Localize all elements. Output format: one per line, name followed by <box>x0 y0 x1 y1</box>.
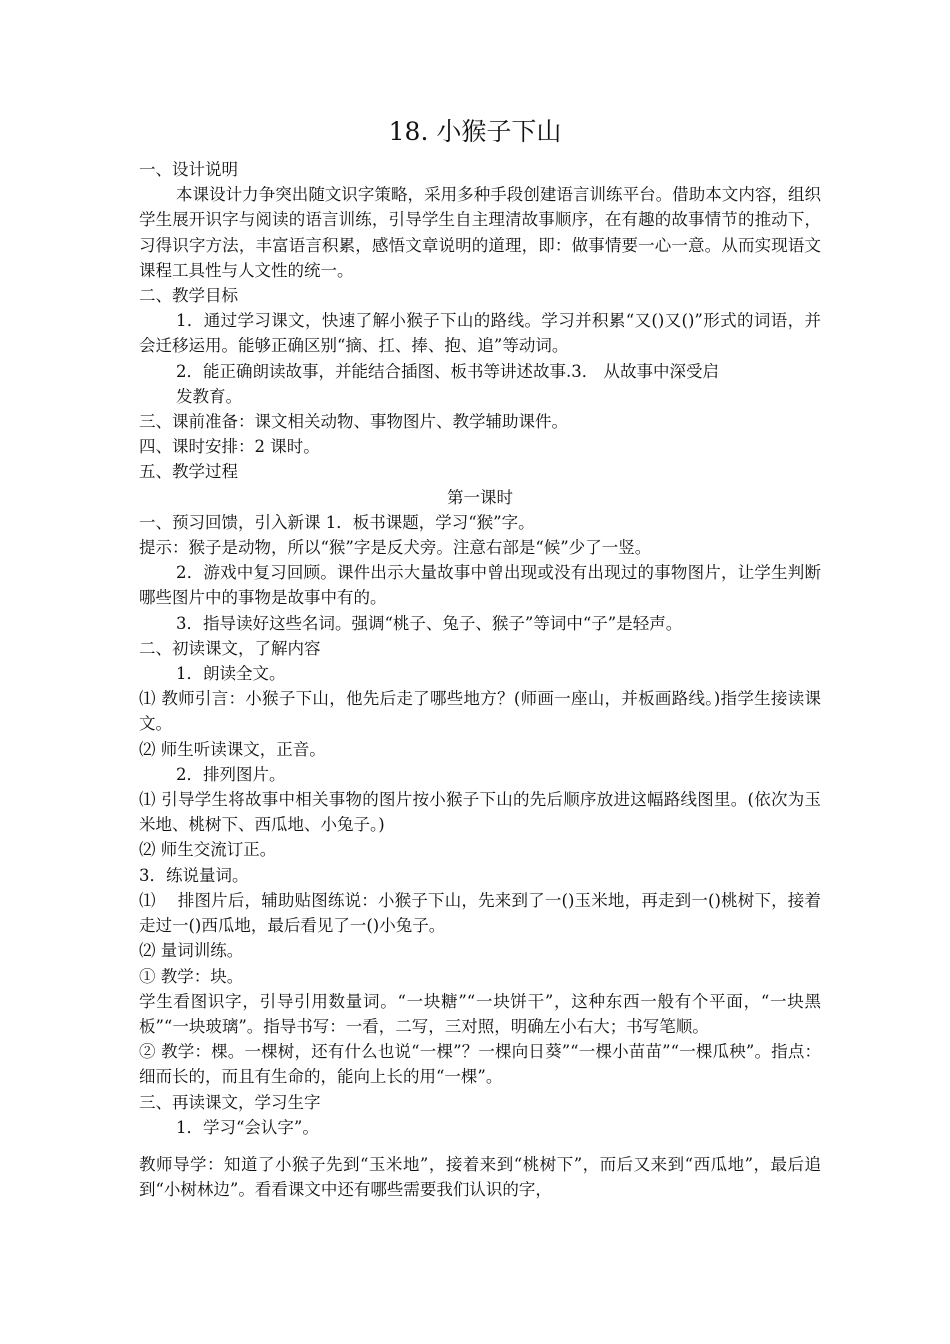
paragraph: 本课设计力争突出随文识字策略，采用多种手段创建语言训练平台。借助本文内容，组织学生展开识字与阅读的语言训练，引导学生自主理清故事顺序，在有趣的故事情节的推动下，习得识字方法，丰富语言积累，感悟文章说明的道理，即：做事情要一心一意。从而实现语文课程工具性与人文性的统一。 <box>139 185 821 280</box>
paragraph: ② 教学：棵。一棵树，还有什么也说“一棵”？一棵向日葵”“一棵小苗苗”“一棵瓜秧”。指点：细而长的，而且有生命的，能向上长的用“一棵”。 <box>139 1042 821 1087</box>
paragraph: 2．游戏中复习回顾。课件出示大量故事中曾出现或没有出现过的事物图片，让学生判断哪些图片中的事物是故事中有的。 <box>139 563 821 608</box>
paragraph: 教师导学：知道了小猴子先到“玉米地”，接着来到“桃树下”，而后又来到“西瓜地”，最后追到“小树林边”。看看课文中还有哪些需要我们认识的字， <box>139 1154 821 1200</box>
paragraph: ① 教学：块。 <box>139 966 244 986</box>
paragraph: ⑵ 师生听读课文，正音。 <box>139 739 326 759</box>
paragraph: 2．能正确朗读故事，并能结合插图、板书等讲述故事.3． 从故事中深受启 <box>176 361 719 381</box>
lesson-heading: 第一课时 <box>447 487 513 507</box>
section-heading: 五、教学过程 <box>139 462 238 482</box>
paragraph: ⑴ 引导学生将故事中相关事物的图片按小猴子下山的先后顺序放进这幅路线图里。(依次为玉米地、桃树下、西瓜地、小兔子。) <box>139 790 821 835</box>
paragraph: ⑵ 量词训练。 <box>139 941 244 961</box>
paragraph: 1．朗读全文。 <box>176 664 286 684</box>
section-heading: 三、课前准备：课文相关动物、事物图片、教学辅助课件。 <box>139 412 568 432</box>
paragraph: 发教育。 <box>176 386 242 406</box>
section-heading: 四、课时安排：2 课时。 <box>139 437 320 457</box>
paragraph: ⑵ 师生交流订正。 <box>139 840 277 860</box>
paragraph: 1．通过学习课文，快速了解小猴子下山的路线。学习并积累“又()又()”形式的词语，并会迁移运用。能够正确区别“摘、扛、捧、抱、追”等动词。 <box>139 311 821 356</box>
section-heading: 二、教学目标 <box>139 286 238 306</box>
paragraph: 提示：猴子是动物，所以“猴”字是反犬旁。注意右部是“候”少了一竖。 <box>139 538 652 558</box>
paragraph: ⑴ 教师引言：小猴子下山，他先后走了哪些地方？(师画一座山，并板画路线。)指学生接读课文。 <box>139 689 821 734</box>
paragraph: 1．学习“会认字”。 <box>176 1117 319 1137</box>
paragraph: 3．指导读好这些名词。强调“桃子、兔子、猴子”等词中“子”是轻声。 <box>176 613 683 633</box>
paragraph: 学生看图识字，引导引用数量词。“一块糖”“一块饼干”，这种东西一般有个平面，“一块黑板”“一块玻璃”。指导书写：一看，二写，三对照，明确左小右大；书写笔顺。 <box>139 991 821 1036</box>
section-heading: 一、预习回馈，引入新课 1．板书课题，学习“猴”字。 <box>139 512 535 532</box>
section-heading: 二、初读课文，了解内容 <box>139 638 321 658</box>
section-heading: 一、设计说明 <box>139 160 238 179</box>
paragraph: 3．练说量词。 <box>139 865 249 885</box>
page-title: 18. 小猴子下山 <box>388 117 562 146</box>
paragraph: 2．排列图片。 <box>176 764 286 784</box>
document-body <box>139 157 821 1202</box>
paragraph: ⑴ 排图片后，辅助贴图练说：小猴子下山，先来到了一()玉米地，再走到一()桃树下，接着走过一()西瓜地，最后看见了一()小兔子。 <box>139 890 821 936</box>
section-heading: 三、再读课文，学习生字 <box>139 1092 321 1112</box>
